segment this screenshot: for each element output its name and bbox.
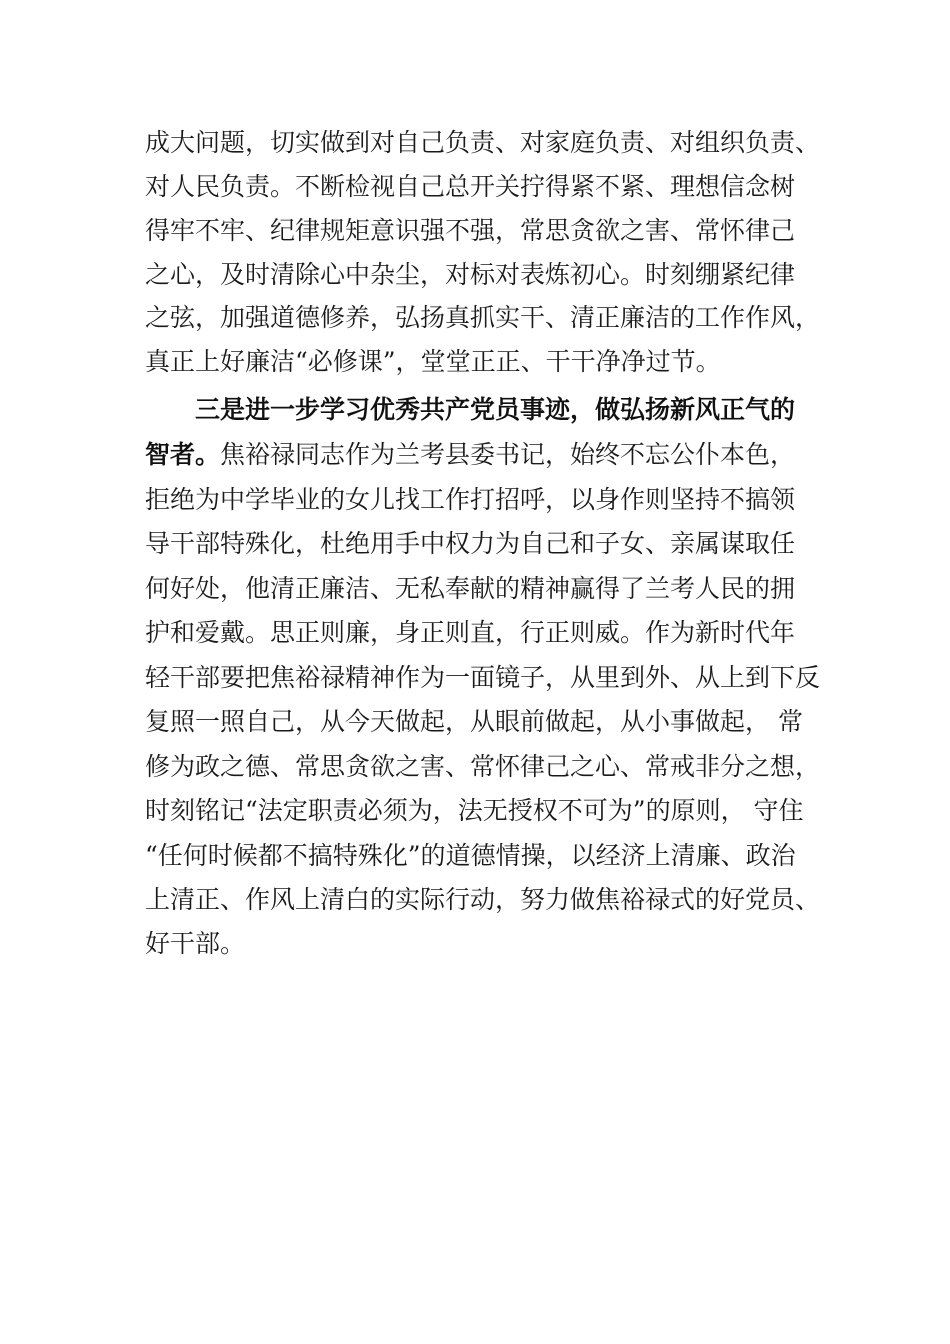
text-line: 之心，及时清除心中杂尘，对标对表炼初心。时刻绷紧纪律 [145,260,796,289]
text-line: 时刻铭记“法定职责必须为，法无授权不可为”的原则， 守住 [145,796,804,825]
text-line: 护和爱戴。思正则廉，身正则直，行正则威。作为新时代年 [145,618,796,647]
text-line: 轻干部要把焦裕禄精神作为一面镜子，从里到外、从上到下反 [145,663,821,692]
text-line: 对人民负责。不断检视自己总开关拧得紧不紧、理想信念树 [145,172,796,201]
text-line: 拒绝为中学毕业的女儿找工作打招呼，以身作则坚持不搞领 [145,485,796,514]
text-line: 真正上好廉洁“必修课”，堂堂正正、干干净净过节。 [145,347,721,376]
text-line: 复照一照自己，从今天做起，从眼前做起，从小事做起， 常 [145,707,803,736]
text-line: “任何时候都不搞特殊化”的道德情操，以经济上清廉、政治 [145,841,796,870]
section-heading-end: 智者。 [145,440,221,469]
text-run: 焦裕禄同志作为兰考县委书记，始终不忘公仆本色， [220,440,796,469]
section-heading: 三是进一步学习优秀共产党员事迹，做弘扬新风正气的 [195,395,796,424]
text-line: 上清正、作风上清白的实际行动，努力做焦裕禄式的好党员、 [145,885,821,914]
text-line: 修为政之德、常思贪欲之害、常怀律己之心、常戒非分之想， [145,752,821,781]
text-line: 导干部特殊化，杜绝用手中权力为自己和子女、亲属谋取任 [145,529,796,558]
text-line: 好干部。 [145,929,246,958]
text-line: 之弦，加强道德修养，弘扬真抓实干、清正廉洁的工作作风， [145,303,821,332]
text-line [145,433,795,477]
text-line: 何好处，他清正廉洁、无私奉献的精神赢得了兰考人民的拥 [145,574,796,603]
text-line: 成大问题，切实做到对自己负责、对家庭负责、对组织负责、 [145,128,821,157]
text-line: 得牢不牢、纪律规矩意识强不强，常思贪欲之害、常怀律己 [145,216,796,245]
